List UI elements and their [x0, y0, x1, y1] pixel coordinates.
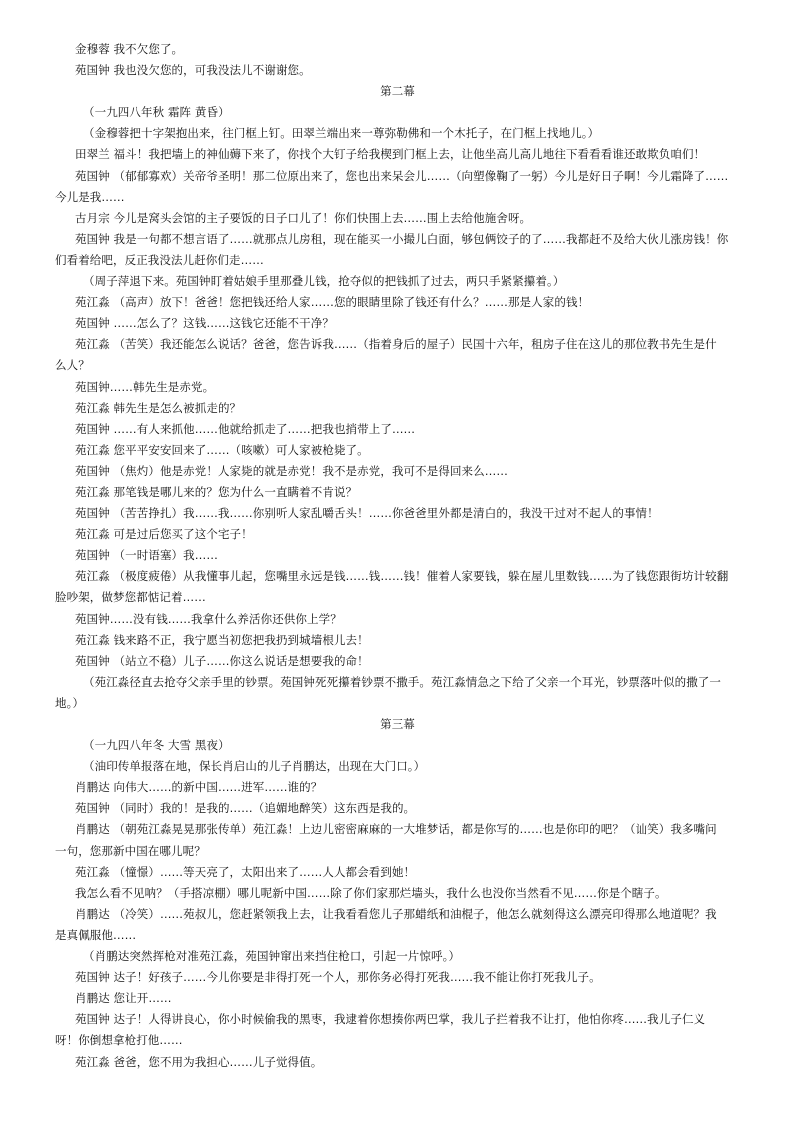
script-line: 田翠兰 福斗！我把墙上的神仙薅下来了，你找个大钉子给我楔到门框上去，让他坐高儿高儿地往下看看看谁还敢欺负咱们！	[75, 147, 706, 162]
script-line: 是真佩服他……	[55, 927, 137, 942]
script-line: 肖鹏达 （朝苑江淼晃晃那张传单）苑江淼！上边儿密密麻麻的一大堆梦话，都是你写的……也是你印的吧？（讪笑）我多嘴问	[75, 822, 717, 837]
script-line: 苑江淼 那笔钱是哪儿来的？您为什么一直瞒着不肯说？	[75, 484, 358, 499]
script-line: 们看着给吧，反正我没法儿赶你们走……	[55, 252, 264, 267]
script-line: 苑国钟 我是一句都不想言语了……就那点儿房租，现在能买一小撮儿白面，够包俩饺子的了……我都赶不及给大伙儿涨房钱！你	[75, 231, 729, 246]
script-line: 苑国钟……韩先生是赤党。	[75, 379, 215, 394]
script-line: 苑江淼 （苦笑）我还能怎么说话？爸爸，您告诉我……（指着身后的屋子）民国十六年，租房子住在这儿的那位教书先生是什	[75, 337, 717, 352]
script-line: 苑江淼 可是过后您买了这个宅子！	[75, 527, 253, 542]
script-line: 肖鹏达 您让开……	[75, 991, 172, 1006]
script-line: 地。）	[55, 695, 85, 710]
script-line: 古月宗 今儿是窝头会馆的主子要饭的日子口儿了！你们快围上去……围上去给他施舍呀。	[75, 210, 532, 225]
script-line: 今儿是我……	[55, 189, 125, 204]
script-line: 肖鹏达 向伟大……的新中国……进军……谁的？	[75, 780, 323, 795]
script-line: 苑国钟……没有钱……我拿什么养活你还供你上学？	[75, 611, 342, 626]
document-page	[55, 39, 740, 1073]
script-line: 呀！你倒想拿枪打他……	[55, 1033, 183, 1048]
script-line: 肖鹏达 （冷笑）……苑叔儿，您赶紧领我上去，让我看看您儿子那蜡纸和油棍子，他怎么就刻得这么漂亮印得那么地道呢？我	[75, 906, 717, 921]
script-line: 苑国钟 （苦苦挣扎）我……我……你别听人家乱嚼舌头！……你爸爸里外都是清白的，我没干过对不起人的事情！	[75, 506, 659, 521]
script-line: 苑国钟 （焦灼）他是赤党！人家毙的就是赤党！我不是赤党，我可不是得回来么……	[75, 463, 508, 478]
script-line: 苑江淼 您平平安安回来了……（咳嗽）可人家被枪毙了。	[75, 442, 369, 457]
script-line: 苑江淼 （憧憬）……等天亮了，太阳出来了……人人都会看到她！	[75, 864, 416, 879]
script-line: 苑国钟 ……有人来抓他……他就给抓走了……把我也捎带上了……	[75, 421, 416, 436]
stage-direction: （一九四八年秋 霜阵 黄昏）	[83, 105, 230, 120]
script-line: 苑国钟 （郁郁寡欢）关帝爷圣明！那二位原出来了，您也出来呆会儿……（向塑像鞠了一躬）今儿是好日子啊！今儿霜降了……	[75, 168, 729, 183]
stage-direction: （肖鹏达突然挥枪对准苑江淼，苑国钟窜出来挡住枪口，引起一片惊呼。）	[83, 949, 461, 964]
act-heading: 第三幕	[380, 717, 415, 731]
script-line: 苑江淼 （高声）放下！爸爸！您把钱还给人家……您的眼睛里除了钱还有什么？……那是人家的钱！	[75, 295, 590, 310]
script-line: 一句，您那新中国在哪儿呢？	[55, 843, 206, 858]
script-line: 苑江淼 （极度疲倦）从我懂事儿起，您嘴里永远是钱……钱……钱！催着人家要钱，躲在屋儿里数钱……为了钱您跟街坊计较翻	[75, 569, 729, 584]
script-line: 我怎么看不见呐？（手搭凉棚）哪儿呢新中国……除了你们家那烂墙头，我什么也没你当然看不见……你是个瞎子。	[75, 885, 667, 900]
script-line: 苑国钟 达子！好孩子……今儿你要是非得打死一个人，那你务必得打死我……我不能让你打死我儿子。	[75, 970, 601, 985]
script-line: 么人？	[55, 358, 90, 373]
script-line: 苑江淼 韩先生是怎么被抓走的？	[75, 400, 242, 415]
stage-direction: （金穆蓉把十字架抱出来，往门框上钉。田翠兰端出来一尊弥勒佛和一个木托子，在门框上找地儿。）	[83, 126, 600, 141]
script-line: 脸吵架，做梦您都惦记着……	[55, 590, 206, 605]
script-line: 金穆蓉 我不欠您了。	[75, 42, 184, 56]
script-line: 苑江淼 钱来路不正，我宁愿当初您把我扔到城墙根儿去！	[75, 632, 369, 647]
script-line: 苑国钟 达子！人得讲良心，你小时候偷我的黑枣，我逮着你想揍你两巴掌，我儿子拦着我不让打，他怕你疼……我儿子仁义	[75, 1012, 706, 1027]
act-heading: 第二幕	[380, 84, 415, 99]
stage-direction: （油印传单报落在地，保长肖启山的儿子肖鹏达，出现在大门口。）	[83, 759, 426, 774]
script-line: 苑国钟 ……怎么了？这钱……这钱它还能不干净？	[75, 316, 334, 331]
script-line: 苑国钟 （一时语塞）我……	[75, 548, 218, 563]
script-line: 苑国钟 （站立不稳）儿子……你这么说话是想要我的命！	[75, 653, 369, 668]
stage-direction: （一九四八年冬 大雪 黑夜）	[83, 738, 230, 753]
stage-direction: （周子萍退下来。苑国钟盯着姑娘手里那叠儿钱，抢夺似的把钱抓了过去，两只手紧紧攥着。）	[83, 274, 565, 289]
script-line: 苑国钟 我也没欠您的，可我没法儿不谢谢您。	[75, 63, 311, 78]
script-line: 苑江淼 爸爸，您不用为我担心……儿子觉得值。	[75, 1054, 323, 1069]
stage-direction: （苑江淼径直去抢夺父亲手里的钞票。苑国钟死死攥着钞票不撒手。苑江淼情急之下给了父亲一个耳光，钞票落叶似的撒了一	[83, 674, 721, 689]
script-line: 苑国钟 （同时）我的！是我的……（追媚地醉笑）这东西是我的。	[75, 801, 416, 816]
